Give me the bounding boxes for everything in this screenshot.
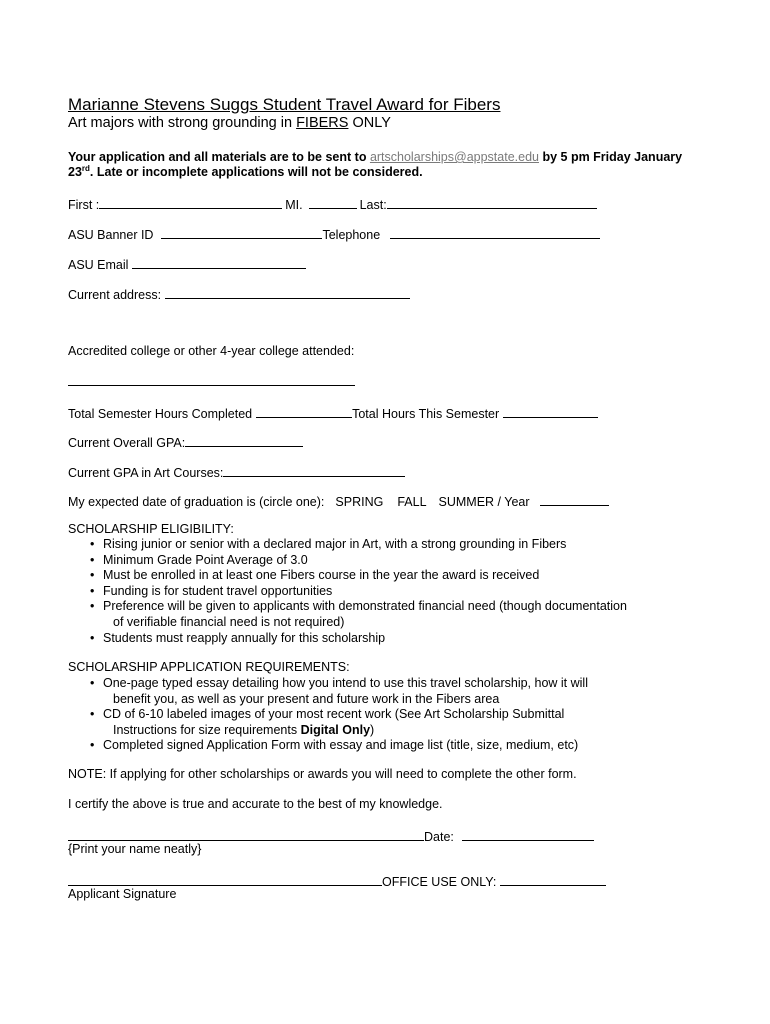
college-label: Accredited college or other 4-year college attended: [68,344,355,358]
scholarship-email-link[interactable]: artscholarships@appstate.edu [369,150,539,164]
office-use-field[interactable] [500,872,606,886]
notice-text-2: by 5 pm Friday January [538,150,683,164]
requirements-heading: SCHOLARSHIP APPLICATION REQUIREMENTS: [68,660,350,674]
bullet-icon: • [90,583,95,598]
banner-id-label: ASU Banner ID [68,228,154,242]
art-gpa-row [68,463,405,481]
graduation-option-summer[interactable]: SUMMER / Year [438,495,530,509]
subtitle-emphasis: FIBERS [296,115,349,131]
total-hours-field[interactable] [503,404,598,418]
semester-hours-field[interactable] [256,404,352,418]
print-name-field[interactable] [68,827,424,841]
hours-row [68,404,598,422]
eligibility-heading: SCHOLARSHIP ELIGIBILITY: [68,522,234,536]
graduation-label: My expected date of graduation is (circle one): [68,495,325,509]
list-item: • One-page typed essay detailing how you intend to use this travel scholarship, how it will benefit you, as well as your present and future work in the Fibers area [90,676,588,706]
list-item: • Students must reapply annually for this scholarship [90,630,386,645]
submission-notice-line2 [68,165,423,180]
banner-telephone-row [68,225,600,243]
subtitle-suffix: ONLY [348,115,391,131]
bullet-icon: • [90,537,95,551]
eligibility-list [90,537,627,646]
overall-gpa-row [68,433,303,451]
certify-text: I certify the above is true and accurate to the best of my knowledge. [68,797,443,811]
art-gpa-field[interactable] [223,463,405,477]
bullet-icon: • [90,568,95,583]
name-row [68,195,597,213]
bullet-icon: • [90,707,95,722]
notice-text-1: Your application and all materials are to be sent to [68,150,370,164]
bullet-icon: • [90,676,95,690]
applicant-signature-field[interactable] [68,872,382,886]
banner-id-field[interactable] [161,225,322,239]
current-address-field[interactable] [165,285,410,299]
list-item: • Funding is for student travel opportunities [90,583,333,598]
list-item: • Must be enrolled in at least one Fibers course in the year the award is received [90,568,540,583]
notice-day-suffix: rd [81,163,90,173]
asu-email-label: ASU Email [68,258,129,272]
asu-email-field[interactable] [132,255,306,269]
middle-initial-field[interactable] [309,195,357,209]
address-row [68,285,410,303]
bullet-icon: • [90,630,95,645]
list-item: • Completed signed Application Form with essay and image list (title, size, medium, etc) [90,738,579,753]
applicant-signature-caption: Applicant Signature [68,887,177,901]
print-name-caption: {Print your name neatly} [68,842,202,856]
last-name-field[interactable] [387,195,597,209]
list-item: • Minimum Grade Point Average of 3.0 [90,552,308,567]
list-item: • Rising junior or senior with a declared major in Art, with a strong grounding in Fibers [90,537,567,551]
notice-text-3: . Late or incomplete applications will not be considered. [89,165,423,179]
middle-initial-label: MI. [285,198,303,212]
bullet-icon: • [90,552,95,567]
last-name-label: Last: [359,198,387,212]
graduation-year-field[interactable] [540,492,609,506]
date-field[interactable] [462,827,594,841]
current-address-label: Current address: [68,288,162,302]
college-field[interactable] [68,385,355,386]
note-text: NOTE: If applying for other scholarships or awards you will need to complete the other form. [68,767,577,781]
submission-notice-line1 [68,150,682,165]
graduation-row [68,492,609,510]
graduation-option-spring[interactable]: SPRING [335,495,384,509]
telephone-field[interactable] [390,225,600,239]
first-name-field[interactable] [99,195,282,209]
list-item: • CD of 6-10 labeled images of your most recent work (See Art Scholarship Submittal Instructions for size requirements Digital Only) [90,707,565,737]
date-label: Date: [424,830,454,844]
notice-day: 23 [68,165,82,179]
telephone-label: Telephone [322,228,381,242]
graduation-option-fall[interactable]: FALL [397,495,427,509]
bullet-icon: • [90,738,95,753]
overall-gpa-field[interactable] [185,433,303,447]
form-title: Marianne Stevens Suggs Student Travel Award for Fibers [68,95,501,114]
total-hours-label: Total Hours This Semester [352,407,500,421]
overall-gpa-label: Current Overall GPA: [68,436,186,450]
subtitle-prefix: Art majors with strong grounding in [68,115,297,131]
office-use-label: OFFICE USE ONLY: [382,875,497,889]
first-name-label: First : [68,198,100,212]
form-subtitle [68,114,391,132]
art-gpa-label: Current GPA in Art Courses: [68,466,224,480]
bullet-icon: • [90,599,95,614]
email-row [68,255,306,273]
list-item: • Preference will be given to applicants with demonstrated financial need (though documentation of verifiable financial need is not required) [90,599,627,629]
semester-hours-label: Total Semester Hours Completed [68,407,253,421]
requirements-list [90,676,588,754]
